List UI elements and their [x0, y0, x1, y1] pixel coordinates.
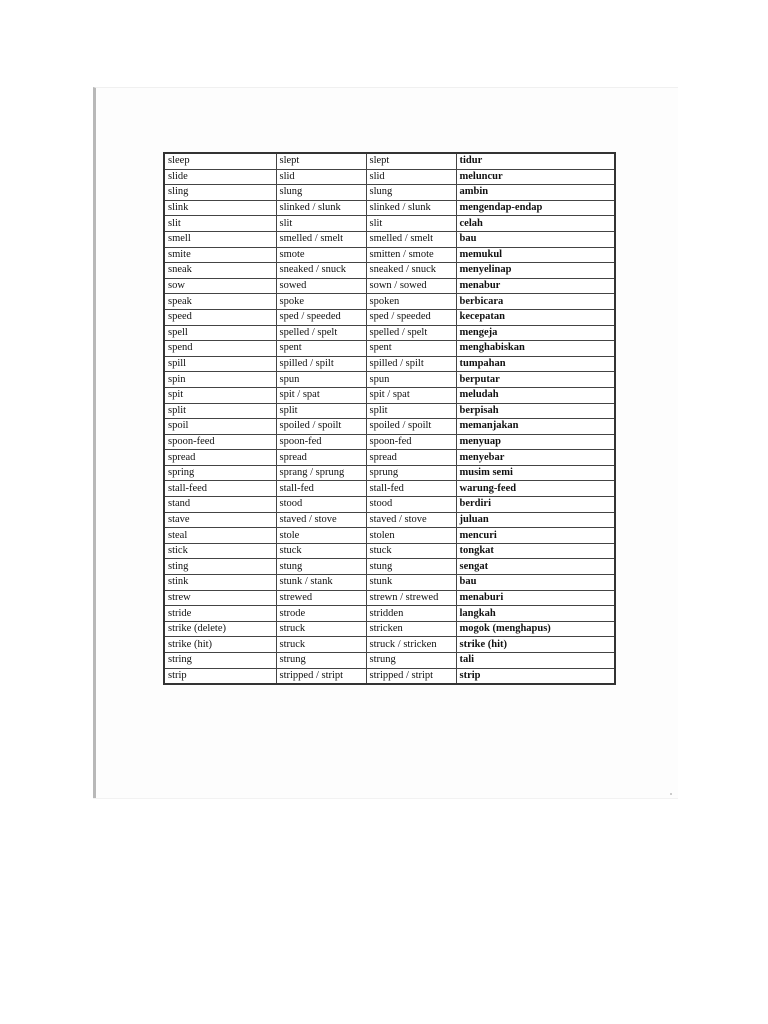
- cell-base-form: sting: [164, 559, 276, 575]
- table-row: [164, 153, 615, 169]
- cell-meaning: berputar: [456, 372, 615, 388]
- page-corner-mark: [670, 793, 672, 795]
- cell-past-simple: slit: [276, 216, 366, 232]
- cell-base-form: spread: [164, 450, 276, 466]
- cell-past-participle: stuck: [366, 543, 456, 559]
- cell-past-simple: sprang / sprung: [276, 465, 366, 481]
- cell-meaning: juluan: [456, 512, 615, 528]
- cell-past-simple: spit / spat: [276, 387, 366, 403]
- cell-past-simple: struck: [276, 621, 366, 637]
- cell-past-participle: spoiled / spoilt: [366, 419, 456, 435]
- table-row: [164, 419, 615, 435]
- cell-past-participle: slung: [366, 185, 456, 201]
- cell-past-participle: spent: [366, 341, 456, 357]
- cell-meaning: strike (hit): [456, 637, 615, 653]
- table-row: [164, 606, 615, 622]
- cell-past-participle: smelled / smelt: [366, 231, 456, 247]
- cell-meaning: mencuri: [456, 528, 615, 544]
- cell-base-form: speed: [164, 309, 276, 325]
- cell-base-form: speak: [164, 294, 276, 310]
- cell-base-form: spit: [164, 387, 276, 403]
- table-row: [164, 497, 615, 513]
- cell-meaning: berbicara: [456, 294, 615, 310]
- cell-meaning: menyelinap: [456, 263, 615, 279]
- cell-past-participle: struck / stricken: [366, 637, 456, 653]
- cell-past-simple: stung: [276, 559, 366, 575]
- cell-meaning: tongkat: [456, 543, 615, 559]
- cell-past-participle: stridden: [366, 606, 456, 622]
- cell-base-form: stave: [164, 512, 276, 528]
- table-row: [164, 559, 615, 575]
- cell-meaning: meluncur: [456, 169, 615, 185]
- cell-past-participle: sneaked / snuck: [366, 263, 456, 279]
- cell-past-simple: strode: [276, 606, 366, 622]
- cell-base-form: spell: [164, 325, 276, 341]
- cell-base-form: stand: [164, 497, 276, 513]
- cell-past-simple: spoon-fed: [276, 434, 366, 450]
- table-row: [164, 434, 615, 450]
- cell-past-simple: stripped / stript: [276, 668, 366, 684]
- cell-past-participle: slit: [366, 216, 456, 232]
- table-row: [164, 325, 615, 341]
- cell-base-form: strike (delete): [164, 621, 276, 637]
- cell-meaning: langkah: [456, 606, 615, 622]
- cell-past-participle: slept: [366, 153, 456, 169]
- table-row: [164, 309, 615, 325]
- cell-past-simple: sped / speeded: [276, 309, 366, 325]
- cell-base-form: string: [164, 653, 276, 669]
- table-row: [164, 481, 615, 497]
- cell-base-form: strip: [164, 668, 276, 684]
- cell-past-simple: slinked / slunk: [276, 200, 366, 216]
- table-row: [164, 387, 615, 403]
- irregular-verbs-table: [163, 152, 616, 685]
- cell-meaning: strip: [456, 668, 615, 684]
- cell-base-form: spring: [164, 465, 276, 481]
- cell-past-simple: spoiled / spoilt: [276, 419, 366, 435]
- cell-base-form: spoon-feed: [164, 434, 276, 450]
- cell-past-simple: spoke: [276, 294, 366, 310]
- cell-past-participle: spit / spat: [366, 387, 456, 403]
- cell-base-form: spend: [164, 341, 276, 357]
- cell-meaning: menghabiskan: [456, 341, 615, 357]
- cell-base-form: sow: [164, 278, 276, 294]
- cell-meaning: menyebar: [456, 450, 615, 466]
- table-row: [164, 653, 615, 669]
- cell-base-form: steal: [164, 528, 276, 544]
- cell-past-simple: strewed: [276, 590, 366, 606]
- table-row: [164, 231, 615, 247]
- cell-past-participle: stolen: [366, 528, 456, 544]
- cell-base-form: strike (hit): [164, 637, 276, 653]
- table-row: [164, 590, 615, 606]
- cell-base-form: sneak: [164, 263, 276, 279]
- cell-past-simple: stood: [276, 497, 366, 513]
- table-row: [164, 543, 615, 559]
- cell-past-simple: stall-fed: [276, 481, 366, 497]
- table-row: [164, 247, 615, 263]
- table-row: [164, 356, 615, 372]
- cell-past-participle: staved / stove: [366, 512, 456, 528]
- cell-meaning: bau: [456, 575, 615, 591]
- cell-base-form: split: [164, 403, 276, 419]
- table-row: [164, 512, 615, 528]
- table-row: [164, 294, 615, 310]
- cell-meaning: warung-feed: [456, 481, 615, 497]
- cell-past-simple: smote: [276, 247, 366, 263]
- cell-past-participle: strung: [366, 653, 456, 669]
- cell-meaning: mengeja: [456, 325, 615, 341]
- cell-meaning: bau: [456, 231, 615, 247]
- cell-past-simple: slid: [276, 169, 366, 185]
- cell-meaning: tumpahan: [456, 356, 615, 372]
- table-row: [164, 372, 615, 388]
- cell-base-form: strew: [164, 590, 276, 606]
- cell-base-form: sleep: [164, 153, 276, 169]
- cell-past-simple: spun: [276, 372, 366, 388]
- cell-past-participle: split: [366, 403, 456, 419]
- cell-meaning: menyuap: [456, 434, 615, 450]
- cell-past-participle: spoken: [366, 294, 456, 310]
- cell-base-form: slink: [164, 200, 276, 216]
- cell-meaning: memukul: [456, 247, 615, 263]
- cell-past-participle: stripped / stript: [366, 668, 456, 684]
- cell-past-participle: spilled / spilt: [366, 356, 456, 372]
- table-row: [164, 528, 615, 544]
- table-row: [164, 263, 615, 279]
- cell-past-participle: smitten / smote: [366, 247, 456, 263]
- cell-past-participle: stall-fed: [366, 481, 456, 497]
- cell-past-simple: slung: [276, 185, 366, 201]
- table-row: [164, 450, 615, 466]
- cell-base-form: stride: [164, 606, 276, 622]
- cell-past-participle: spelled / spelt: [366, 325, 456, 341]
- cell-past-simple: struck: [276, 637, 366, 653]
- table-row: [164, 575, 615, 591]
- cell-past-simple: spelled / spelt: [276, 325, 366, 341]
- table-row: [164, 185, 615, 201]
- cell-meaning: berdiri: [456, 497, 615, 513]
- cell-meaning: menaburi: [456, 590, 615, 606]
- cell-past-simple: spent: [276, 341, 366, 357]
- cell-past-simple: spilled / spilt: [276, 356, 366, 372]
- table-row: [164, 200, 615, 216]
- cell-meaning: memanjakan: [456, 419, 615, 435]
- cell-past-participle: slinked / slunk: [366, 200, 456, 216]
- cell-meaning: mengendap-endap: [456, 200, 615, 216]
- cell-meaning: sengat: [456, 559, 615, 575]
- cell-base-form: spill: [164, 356, 276, 372]
- cell-meaning: meludah: [456, 387, 615, 403]
- table-row: [164, 621, 615, 637]
- cell-past-simple: strung: [276, 653, 366, 669]
- cell-past-simple: split: [276, 403, 366, 419]
- cell-past-simple: smelled / smelt: [276, 231, 366, 247]
- table-row: [164, 403, 615, 419]
- cell-meaning: tali: [456, 653, 615, 669]
- cell-meaning: ambin: [456, 185, 615, 201]
- cell-base-form: stick: [164, 543, 276, 559]
- cell-base-form: stall-feed: [164, 481, 276, 497]
- cell-base-form: slit: [164, 216, 276, 232]
- cell-past-simple: slept: [276, 153, 366, 169]
- cell-past-simple: staved / stove: [276, 512, 366, 528]
- cell-base-form: spin: [164, 372, 276, 388]
- cell-base-form: sling: [164, 185, 276, 201]
- cell-meaning: musim semi: [456, 465, 615, 481]
- cell-base-form: smell: [164, 231, 276, 247]
- table-row: [164, 169, 615, 185]
- cell-past-participle: sown / sowed: [366, 278, 456, 294]
- cell-past-participle: spoon-fed: [366, 434, 456, 450]
- cell-past-participle: strewn / strewed: [366, 590, 456, 606]
- cell-past-simple: stole: [276, 528, 366, 544]
- cell-past-participle: stung: [366, 559, 456, 575]
- cell-past-participle: slid: [366, 169, 456, 185]
- document-page: [93, 87, 678, 798]
- cell-past-simple: sneaked / snuck: [276, 263, 366, 279]
- table-row: [164, 216, 615, 232]
- table-body: [164, 153, 615, 684]
- table-row: [164, 637, 615, 653]
- cell-past-simple: stunk / stank: [276, 575, 366, 591]
- cell-past-participle: stricken: [366, 621, 456, 637]
- table-row: [164, 668, 615, 684]
- cell-past-participle: spread: [366, 450, 456, 466]
- cell-base-form: spoil: [164, 419, 276, 435]
- table-row: [164, 341, 615, 357]
- cell-meaning: kecepatan: [456, 309, 615, 325]
- cell-base-form: smite: [164, 247, 276, 263]
- table-row: [164, 465, 615, 481]
- cell-base-form: stink: [164, 575, 276, 591]
- cell-past-participle: sped / speeded: [366, 309, 456, 325]
- table-row: [164, 278, 615, 294]
- cell-meaning: tidur: [456, 153, 615, 169]
- cell-past-simple: spread: [276, 450, 366, 466]
- cell-past-participle: stood: [366, 497, 456, 513]
- cell-base-form: slide: [164, 169, 276, 185]
- cell-meaning: berpisah: [456, 403, 615, 419]
- cell-past-simple: sowed: [276, 278, 366, 294]
- cell-meaning: mogok (menghapus): [456, 621, 615, 637]
- cell-past-participle: sprung: [366, 465, 456, 481]
- cell-meaning: celah: [456, 216, 615, 232]
- cell-meaning: menabur: [456, 278, 615, 294]
- cell-past-participle: spun: [366, 372, 456, 388]
- cell-past-participle: stunk: [366, 575, 456, 591]
- cell-past-simple: stuck: [276, 543, 366, 559]
